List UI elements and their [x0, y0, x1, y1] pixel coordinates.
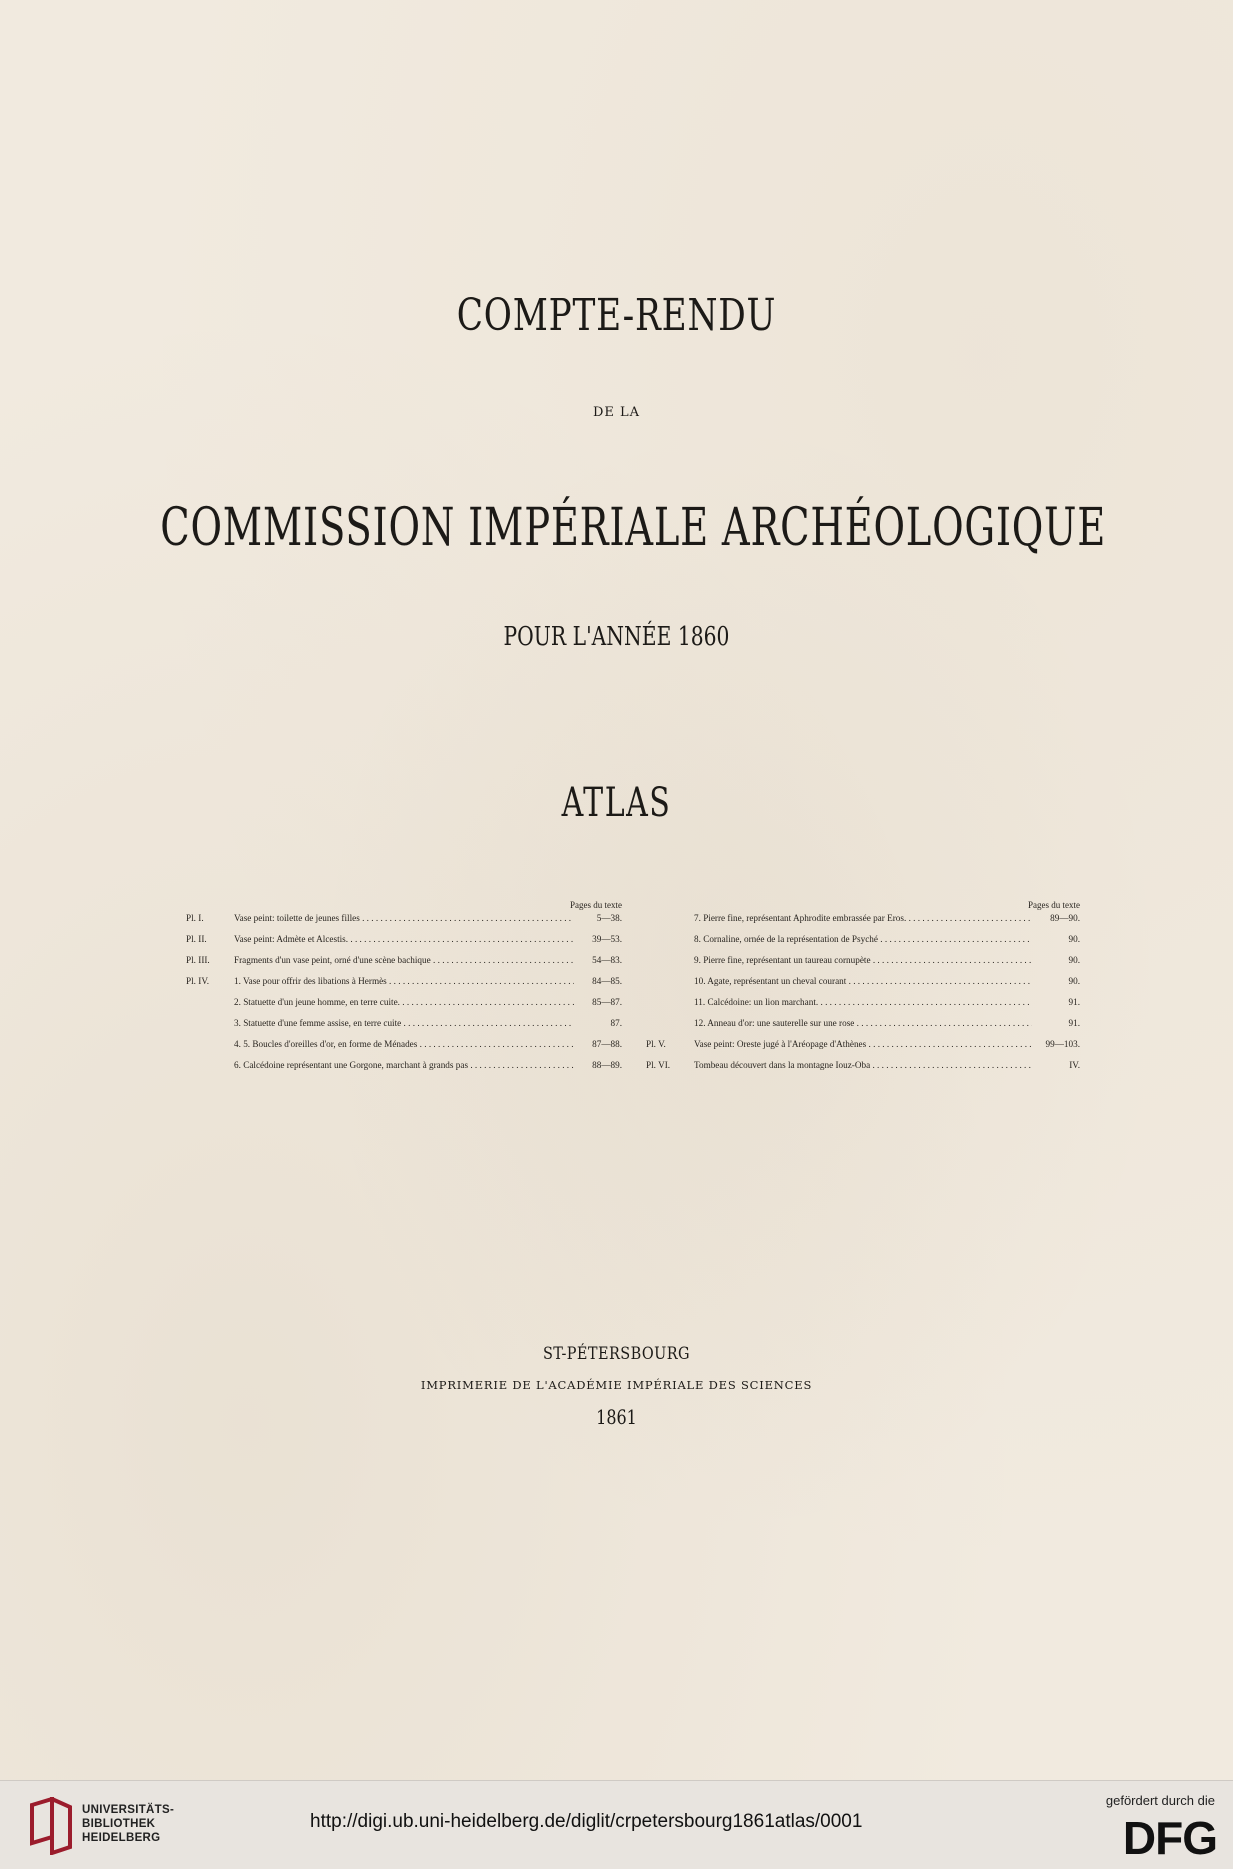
toc-entry: [186, 976, 622, 997]
commission-title: COMMISSION IMPÉRIALE ARCHÉOLOGIQUE: [160, 498, 1107, 558]
main-title: COMPTE-RENDU: [456, 290, 777, 341]
toc-plate-number: Pl. VI.: [646, 1060, 671, 1070]
toc-pages: 85—87.: [592, 997, 622, 1007]
subtitle-de-la: DE LA: [592, 405, 641, 420]
toc-pages: IV.: [1069, 1060, 1080, 1070]
toc-entry: [186, 1039, 622, 1060]
library-name: [82, 1803, 174, 1845]
toc-pages: 89—90.: [1050, 913, 1080, 923]
toc-entry: [646, 1039, 1080, 1060]
toc-entry: [646, 1018, 1080, 1039]
library-name-line1: UNIVERSITÄTS-: [82, 1804, 175, 1816]
toc-entry: [646, 955, 1080, 976]
toc-pages: 91.: [1068, 1018, 1080, 1028]
toc-entry: [646, 913, 1080, 934]
toc-description: Vase peint: Admète et Alcestis. . . .: [234, 934, 574, 944]
toc-description: 8. Cornaline, ornée de la représentation de Psyché . . .: [694, 934, 1032, 944]
toc-left-column: [186, 900, 622, 1081]
toc-entry: [646, 934, 1080, 955]
toc-description: 3. Statuette d'une femme assise, en terre cuite . . .: [234, 1018, 574, 1028]
toc-entry: [646, 976, 1080, 997]
toc-entry: [186, 1018, 622, 1039]
toc-entry: [186, 955, 622, 976]
year-line: POUR L'ANNÉE 1860: [503, 622, 730, 652]
toc-pages: 39—53.: [592, 934, 622, 944]
viewer-footer: [0, 1780, 1233, 1869]
toc-entry: [646, 1060, 1080, 1081]
toc-description: 9. Pierre fine, représentant un taureau cornupète . . .: [694, 955, 1032, 965]
permalink-url[interactable]: http://digi.ub.uni-heidelberg.de/diglit/crpetersbourg1861atlas/0001: [310, 1811, 863, 1832]
funding-label: gefördert durch die: [1105, 1793, 1215, 1808]
imprint-year: 1861: [596, 1405, 637, 1429]
toc-description: 12. Anneau d'or: une sauterelle sur une rose . . .: [694, 1018, 1032, 1028]
toc-pages: 91.: [1068, 997, 1080, 1007]
toc-entry: [186, 934, 622, 955]
toc-plate-number: Pl. IV.: [186, 976, 210, 986]
toc-pages: 87—88.: [592, 1039, 622, 1049]
toc-pages: 54—83.: [592, 955, 622, 965]
toc-pages: 88—89.: [592, 1060, 622, 1070]
toc-left-header: Pages du texte: [570, 900, 622, 910]
library-name-line2: BIBLIOTHEK: [82, 1818, 156, 1830]
toc-plate-number: Pl. V.: [646, 1039, 666, 1049]
toc-pages: 84—85.: [592, 976, 622, 986]
toc-plate-number: Pl. II.: [186, 934, 207, 944]
dfg-logo: DFG: [1122, 1812, 1217, 1864]
toc-plate-number: Pl. III.: [186, 955, 210, 965]
toc-entry: [646, 997, 1080, 1018]
imprint-city: ST-PÉTERSBOURG: [542, 1344, 691, 1364]
toc-description: 4. 5. Boucles d'oreilles d'or, en forme de Ménades . . .: [234, 1039, 574, 1049]
toc-description: Tombeau découvert dans la montagne Iouz-Oba . . .: [694, 1060, 1032, 1070]
toc-entry: [186, 997, 622, 1018]
toc-description: 2. Statuette d'un jeune homme, en terre cuite. . . .: [234, 997, 574, 1007]
toc-description: 7. Pierre fine, représentant Aphrodite embrassée par Eros. . . .: [694, 913, 1032, 923]
imprint-printer: IMPRIMERIE DE L'ACADÉMIE IMPÉRIALE DES SCIENCES: [420, 1378, 813, 1392]
toc-entry: [186, 913, 622, 934]
toc-description: 1. Vase pour offrir des libations à Hermès . . .: [234, 976, 574, 986]
toc-pages: 5—38.: [596, 913, 622, 923]
toc-entry: [186, 1060, 622, 1081]
toc-description: 10. Agate, représentant un cheval courant . . .: [694, 976, 1032, 986]
toc-pages: 90.: [1068, 934, 1080, 944]
library-name-line3: HEIDELBERG: [82, 1832, 161, 1844]
toc-description: Vase peint: toilette de jeunes filles . . .: [234, 913, 574, 923]
atlas-heading: ATLAS: [561, 780, 672, 826]
toc-description: Fragments d'un vase peint, orné d'une scène bachique . . .: [234, 955, 574, 965]
toc-pages: 90.: [1068, 955, 1080, 965]
toc-pages: 87.: [610, 1018, 622, 1028]
toc-right-column: [646, 900, 1080, 1081]
toc-right-header: Pages du texte: [1028, 900, 1080, 910]
toc-description: Vase peint: Oreste jugé à l'Aréopage d'Athènes . . .: [694, 1039, 1032, 1049]
toc-plate-number: Pl. I.: [186, 913, 204, 923]
toc-pages: 99—103.: [1045, 1039, 1080, 1049]
toc-description: 11. Calcédoine: un lion marchant. . . .: [694, 997, 1032, 1007]
toc-description: 6. Calcédoine représentant une Gorgone, marchant à grands pas . . .: [234, 1060, 574, 1070]
university-library-logo-icon: [28, 1797, 74, 1855]
toc-pages: 90.: [1068, 976, 1080, 986]
